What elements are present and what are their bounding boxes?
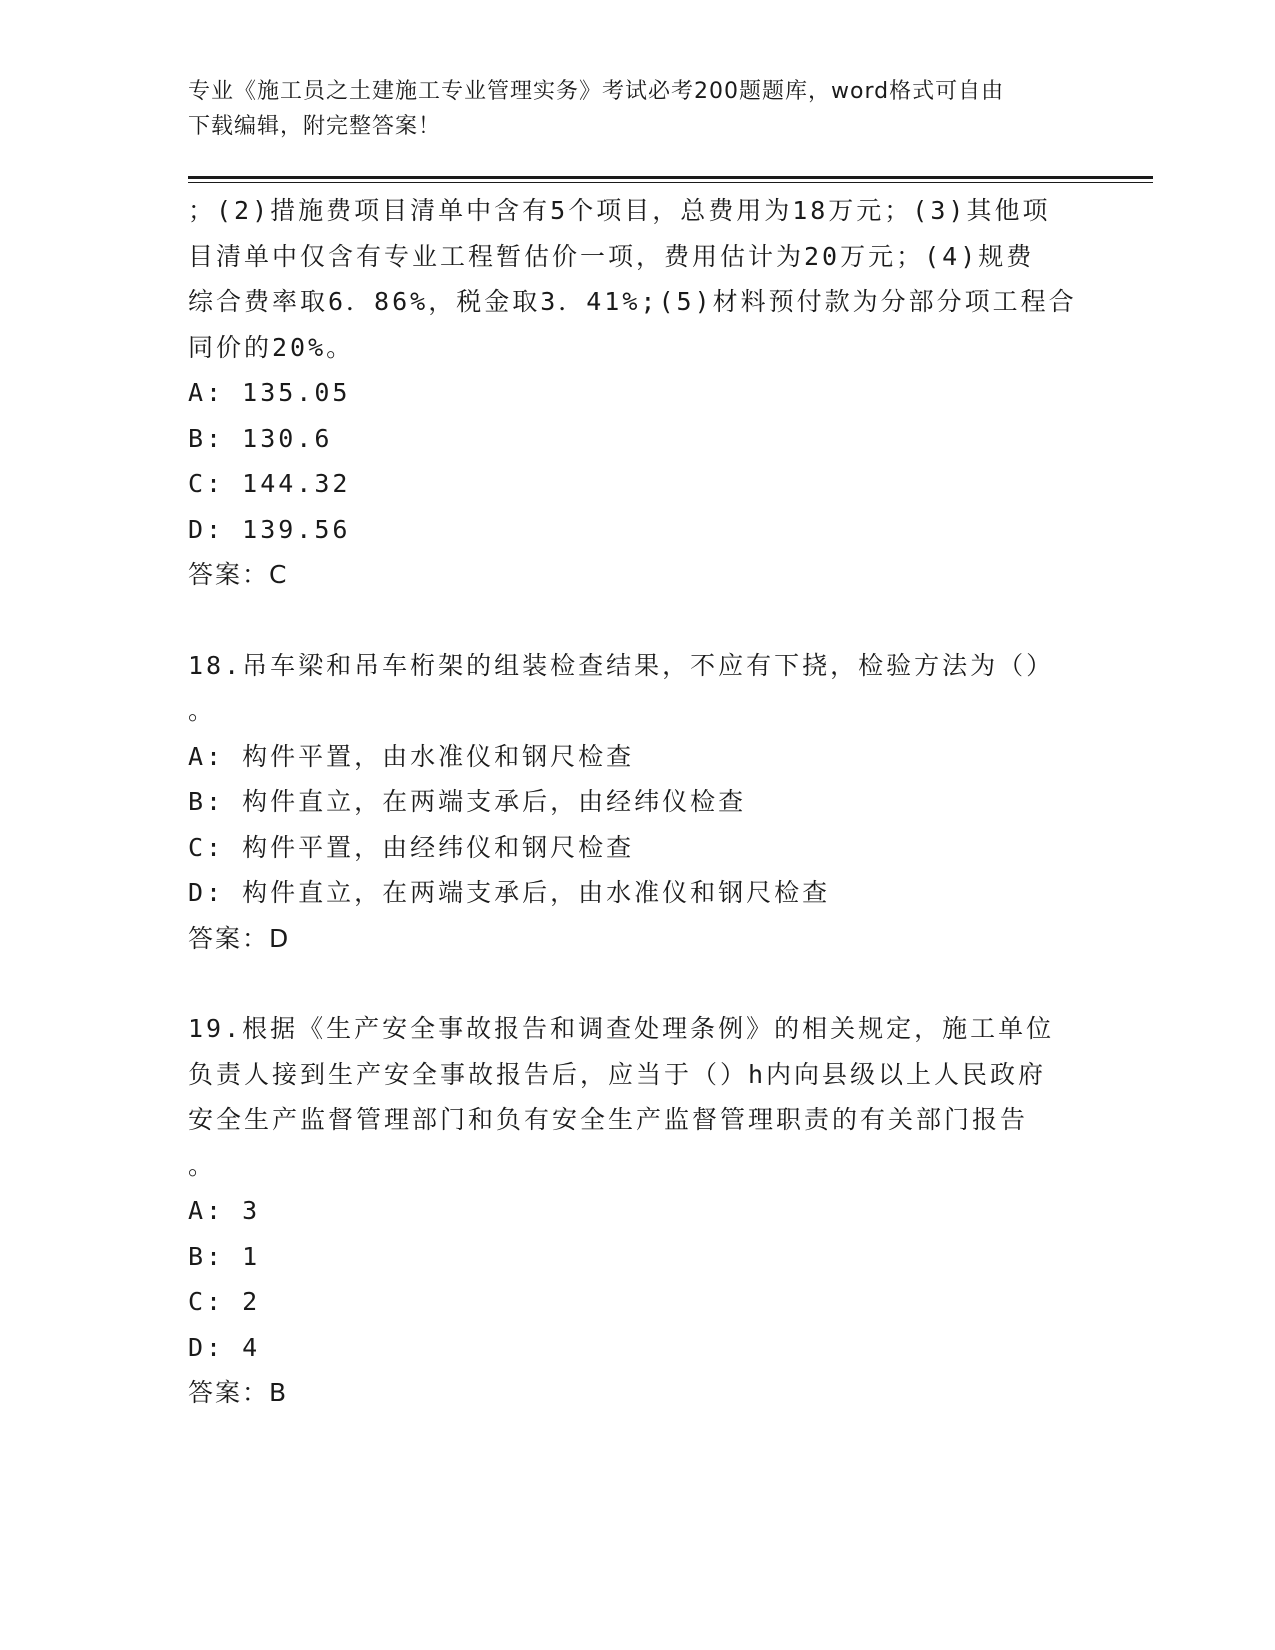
option-a: A: 3 <box>188 1196 261 1225</box>
question-stem-line: 同价的20%。 <box>188 332 355 362</box>
option-d: D: 139.56 <box>188 514 351 544</box>
answer-line: 答案：B <box>188 1378 289 1407</box>
option-c: C: 2 <box>188 1287 261 1316</box>
question-stem-line: 18.吊车梁和吊车桁架的组装检查结果，不应有下挠，检验方法为（） <box>188 650 1055 680</box>
spacer <box>188 598 1088 643</box>
question-stem-line: 负责人接到生产安全事故报告后，应当于（）h内向县级以上人民政府 <box>188 1059 1047 1089</box>
answer-line: 答案：D <box>188 923 291 953</box>
option-a: A: 构件平置，由水准仪和钢尺检查 <box>188 741 635 771</box>
document-body <box>188 188 1088 1416</box>
question-stem-line: 。 <box>188 1150 217 1180</box>
header-divider-thin <box>188 182 1153 183</box>
question-stem-line: 综合费率取6．86%，税金取3．41%;(5)材料预付款为分部分项工程合 <box>188 287 1077 316</box>
option-b: B: 130.6 <box>188 423 333 453</box>
question-stem-line: 目清单中仅含有专业工程暂估价一项，费用估计为20万元；(4)规费 <box>188 241 1035 271</box>
document-header <box>188 74 1078 144</box>
question-stem-line: ；(2)措施费项目清单中含有5个项目，总费用为18万元；(3)其他项 <box>188 196 1051 225</box>
header-title-line-2: 下载编辑，附完整答案！ <box>188 114 442 139</box>
question-19 <box>188 1006 1088 1416</box>
spacer <box>188 961 1088 1006</box>
header-title-line-1: 专业《施工员之土建施工专业管理实务》考试必考200题题库，word格式可自由 <box>188 79 1005 104</box>
question-stem-line: 。 <box>188 696 217 725</box>
question-18 <box>188 643 1088 962</box>
question-stem-line: 19.根据《生产安全事故报告和调查处理条例》的相关规定，施工单位 <box>188 1014 1055 1043</box>
question-17 <box>188 188 1088 598</box>
question-stem-line: 安全生产监督管理部门和负有安全生产监督管理职责的有关部门报告 <box>188 1105 1029 1134</box>
option-b: B: 1 <box>188 1241 261 1271</box>
option-d: D: 构件直立，在两端支承后，由水准仪和钢尺检查 <box>188 878 831 907</box>
header-divider-thick <box>188 176 1153 179</box>
option-a: A: 135.05 <box>188 378 351 407</box>
option-c: C: 构件平置，由经纬仪和钢尺检查 <box>188 832 635 862</box>
answer-line: 答案：C <box>188 560 289 589</box>
option-c: C: 144.32 <box>188 469 351 498</box>
option-b: B: 构件直立，在两端支承后，由经纬仪检查 <box>188 787 747 816</box>
option-d: D: 4 <box>188 1332 261 1362</box>
